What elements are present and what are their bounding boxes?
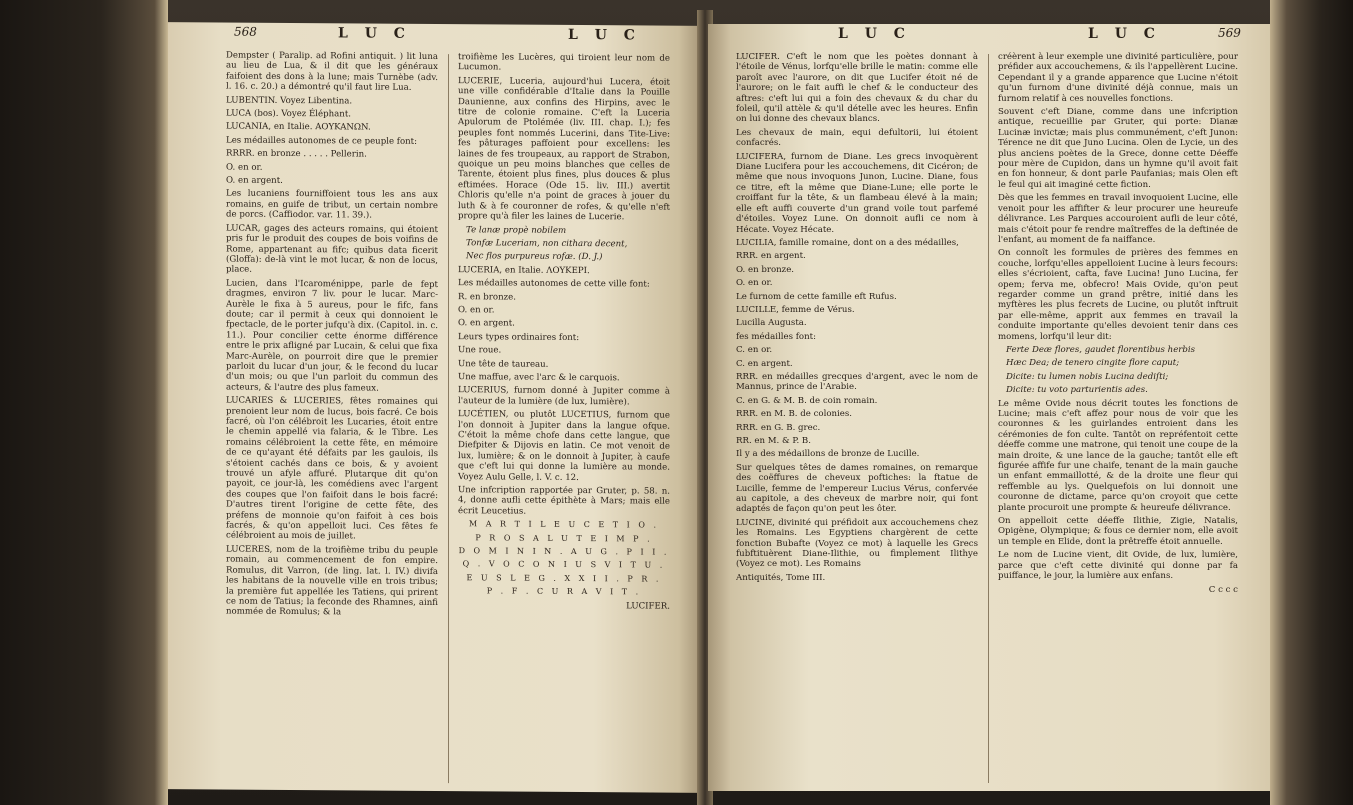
entry-luceria: LUCERIA, en Italie. ΛΟΥΚΕΡΙ. [458, 264, 590, 276]
rarity-line: O. en argent. [458, 318, 515, 329]
right-page-number: 569 [1218, 26, 1241, 40]
verse-line: Tonfæ Luceriam, non cithara decent, [466, 238, 628, 250]
right-column-2 [998, 52, 1238, 785]
entry-lucifera: LUCIFERA, furnom de Diane. Les grecs invoquèrent Diane Lucifera pour les accouchemens, dit Cicéron; de même que nous invoquons Junon, Lucine. Diane, fous ce titre, eft la même que Diane-Lune; elle porte le croiffant fur la tête, & un flambeau élevé à la main; elle eft auffi couverte d'un grand voile tout parfemé d'étoiles. Voyez Lune. On donnoit aufli ce nom à Hécate. Voyez Hécate. [736, 151, 978, 235]
entry-lucar: LUCAR, gages des acteurs romains, qui étoient pris fur le produit des coupes de bois voifins de Rome, appartenant au fifc; quibus data ficerit (Gloffa): de-là vint le mot lucar, & non de locus, place. [226, 223, 438, 276]
inscription-line: P . F . C U R A V I T . [486, 586, 642, 597]
text-block: Dempster ( Paralip. ad Rofini antiquit. ) lit luna au lieu de Lua, & il dit que les généraux faifoient des dons à la lune; mais Turnèbe (adv. l. 16. c. 20.) a démontré qu'il faut lire Lua. [226, 50, 438, 94]
rarity-line: C. en or. [736, 345, 773, 356]
left-page [168, 22, 700, 793]
catchword: LUCIFER. [626, 601, 670, 612]
column-rule [448, 54, 449, 783]
rarity-line: O. en or. [736, 278, 773, 289]
right-column-1 [736, 52, 978, 785]
column-rule [988, 54, 989, 783]
text-block: Les chevaux de main, equi defultorii, lui étoient confacrés. [736, 127, 978, 149]
type-line: Une roue. [458, 345, 502, 356]
left-heading-col1: L U C [338, 25, 411, 42]
right-page [708, 24, 1270, 791]
inscription-line: E U S L E G . X X I I . P R . [466, 573, 662, 584]
right-heading-col1: L U C [838, 26, 911, 42]
entry-lucine: LUCINE, divinité qui préfidoit aux accouchemens chez les Romains. Les Egyptiens chargèrent de cette fonction Bubafte (Voyez ce mot) à laquelle les Grecs fubftituèrent Diane-Ilithie, ou fimplement Ilithye (Voyez ce mot). Les Romains [736, 517, 978, 570]
rarity-line: RRRR. en bronze . . . . . Pellerin. [226, 148, 367, 160]
entry-lucerie: LUCERIE, Luceria, aujourd'hui Lucera, étoit une ville confidérable d'Italie dans la Pouille Daunienne, aux confins des Hirpins, avec le titre de colonie romaine. C'eft la Luceria Apulorum de Ptolémée (liv. III. chap. I.); fes peuples font nommés Lucerini, dans Tite-Live: fes pâturages paffoient pour excellens: les laines de fes troupeaux, au rapport de Strabon, quoique un peu moins blanches que celles de Tarente, étoient plus fines, plus douces & plus eftimées. Horace (Ode 15. liv. III.) avertit Chloris qu'elle n'a point de graces à jouer du luth & à fe couronner de rofes, & qu'elle n'eft propre qu'à filer les laines de Lucerie. [458, 75, 670, 223]
rarity-line: RRR. en G. B. grec. [736, 422, 821, 433]
right-running-head [708, 26, 1270, 48]
inscription-line: Q . V O C O N I U S V I T U . [462, 559, 666, 571]
left-heading-col2: L U C [568, 26, 641, 44]
text-block: Le nom de Lucine vient, dit Ovide, de lux, lumière, parce que c'eft cette divinité qui donne par fa puiffance, le jour, la lumière aux enfans. [998, 550, 1238, 582]
text-block: On appelloit cette déeffe Ilithie, Zigie, Natalis, Opigène, Olympique; & fous ce dernier nom, elle avoit un temple en Elide, dont la prêtreffe étoit annuelle. [998, 516, 1238, 547]
left-column-1 [226, 51, 438, 785]
text-block: Souvent c'eft Diane, comme dans une infcription antique, recueillie par Gruter, qui porte: Dianæ Lucinæ invictæ; mais plus communément, c'eft Junon: Térence ne dit que Juno Lucina. Olen de Lycie, un des plus anciens poètes de la Grece, donne cette Déeffe pour mère de Cupidon, dans un hymne qu'il avoit fait en fon honneur, & dont parle Paufanias; mais Olen eft le feul qui ait imaginé cette fiction. [998, 107, 1238, 190]
verse-line: Dicite: tu lumen nobis Lucina dediſti; [1006, 371, 1169, 382]
verse-line: Dicite: tu voto parturientis ades. [1006, 385, 1148, 396]
left-running-head [168, 24, 700, 50]
inscription-line: D O M I N I N . A U G . P I I . [458, 546, 670, 557]
entry-luceres: LUCERES, nom de la troifième tribu du peuple romain, au commencement de fon empire. Romulus, dit Varron, (de ling. lat. l. IV.) divifa les habitans de la nouvelle ville en trois tribus; la première fut appellée les Tatiens, qui prirent ce nom de Tatius; la feconde des Rhamnes, ainfi nommée de Romulus; & la [226, 544, 438, 618]
entry-lucifer: LUCIFER. C'eft le nom que les poètes donnant à l'étoile de Vénus, lorfqu'elle brille le matin: comme elle paroît avec l'aurore, on dit que Lucifer étoit né de l'aurore; on le fait auffi le chef & le conducteur des aftres: c'eft lui qui a foin des chevaux & du char du foleil, qu'il attèle & qu'il dételle avec les heures. Enfin on lui donne des chevaux blancs. [736, 52, 978, 125]
rarity-line: O. en or. [226, 162, 263, 173]
entry-lubentin: LUBENTIN. Voyez Libentina. [226, 95, 353, 107]
type-line: Une maffue, avec l'arc & le carquois. [458, 372, 620, 384]
text-block: Les médailles autonomes de cette ville font: [458, 278, 650, 290]
entry-lucania: LUCANIA, en Italie. AOYKANΩN. [226, 121, 371, 133]
signature-line: Antiquités, Tome III. [736, 572, 826, 583]
text-block: Le même Ovide nous décrit toutes les fonctions de Lucine; mais c'eft affez pour nous de voir que les couronnes & les guirlandes entroient dans les cérémonies de fon culte. Tantôt on repréfentoit cette déeffe comme une matrone, qui tenoit une coupe de la main droite, & une lance de la gauche; tantôt elle eft figurée affife fur une chaife, tenant de la main gauche un enfant emmaillotté, & de la droite une fleur qui reffemble au lys. Quelquefois on lui donnoit une couronne de dictame, parce qu'on croyoit que cette plante procuroit une prompte & heureufe délivrance. [998, 398, 1238, 513]
text-block: créèrent à leur exemple une divinité particulière, pour préfider aux accouchemens, & ils l'appellèrent Lucine. Cependant il y a grande apparence que Lucine n'étoit qu'un furnom d'une divinité déjà connue, mais un furnom relatif à ces nouvelles fonctions. [998, 52, 1238, 104]
text-block: Les lucaniens fourniffoient tous les ans aux romains, en guife de tribut, un certain nombre de porcs. (Caffiodor. var. 11. 39.). [226, 189, 438, 221]
text-block: fes médailles font: [736, 331, 816, 342]
text-block: Sur quelques têtes de dames romaines, on remarque des coëffures de cheveux poftiches: la ftatue de Lucille, femme de l'empereur Lucius Vérus, confervée au capitole, a des cheveux de marbre noir, qui font adaptés de façon qu'on peut les ôter. [736, 462, 978, 515]
left-column-2 [458, 52, 670, 786]
inscription-line: M A R T I L E U C E T I O . [469, 519, 659, 530]
rarity-line: R. en bronze. [458, 291, 516, 303]
rarity-line: RR. en M. & P. B. [736, 436, 811, 446]
rarity-line: RRR. en M. B. de colonies. [736, 409, 853, 420]
text-block: On connoît les formules de prières des femmes en couche, lorfqu'elles appelloient Lucine à leurs fecours: elles s'écrioient, cafta, fave Lucina! Juno Lucina, fer opem; ferva me, obfecro! Mais Ovide, qu'on peut regarder comme un grand prêtre, initié dans les myftères les plus fecrets de Lucine, ou plutôt inftruit par elle-même, apprit aux femmes en travail la conduite importante qu'elles devoient tenir dans ces momens, lorfqu'il leur dit: [998, 248, 1238, 342]
text-block: Une infcription rapportée par Gruter, p. 58. n. 4, donne aufli cette épithète à Mars; mais elle écrit Leucetius. [458, 485, 670, 517]
rarity-line: C. en G. & M. B. de coin romain. [736, 395, 878, 406]
rarity-line: RRR. en argent. [736, 251, 806, 262]
verse-line: Hæc Dea; de tenero cingite flore caput; [1006, 358, 1180, 369]
rarity-line: RRR. en médailles grecques d'argent, avec le nom de Mannus, prince de l'Arabie. [736, 371, 978, 393]
inscription-line: P R O S A L U T E I M P . [475, 532, 653, 544]
entry-lucille: LUCILLE, femme de Vérus. [736, 304, 855, 315]
verse-line: Ferte Deæ flores, gaudet florentibus herbis [1006, 344, 1196, 355]
rarity-line: C. en argent. [736, 358, 793, 369]
text-block: Les médailles autonomes de ce peuple font: [226, 135, 418, 147]
text-block: Il y a des médaillons de bronze de Lucille. [736, 449, 920, 460]
verse-line: Te lanæ propè nobilem [466, 224, 567, 236]
legend-line: Lucilla Augusta. [736, 318, 807, 329]
text-block: Dès que les femmes en travail invoquoient Lucine, elle venoit pour les affifter & leur procurer une heureufe délivrance. Les Parques accouroient aufli de leur côté, mais c'étoit pour fe rendre maîtreffes de la deftinée de l'enfant, au moment de fa naiffance. [998, 193, 1238, 245]
book-edge-left [0, 0, 168, 805]
book-edge-right [1270, 0, 1353, 805]
text-block: Lucien, dans l'Icaroménippe, parle de fept dragmes, environ 7 liv. pour le lucar. Marc-Aurèle le fixa à 5 aureus, pour le fifc, fans doute; car il permit à ceux qui donnoient le fpectacle, de le porter jufqu'à dix. (Capitol. in. c. 11.). Pour concilier cette énorme différence entre le prix afligné par Lucain, & celui que fixa Marc-Aurèle, on pourroit dire que le premier parloit du lucar d'un jour, & le fecond du lucar d'un mois; ou que l'un parloit du commun des acteurs, & l'autre des plus fameux. [226, 278, 438, 394]
text-block: troifième les Lucères, qui tiroient leur nom de Lucumon. [458, 52, 670, 73]
signature-mark: C c c c [1208, 584, 1238, 595]
entry-lucaries: LUCARIES & LUCERIES, fêtes romaines qui prenoient leur nom de lucus, bois facré. Ce bois facré, où l'on célébroit les Lucaries, étoit entre le chemin appellé via falaria, & le Tibre. Les romains célébroient la cette fête, en mémoire de ce qu'ayant été défaits par les gaulois, ils s'étoient cachés dans ce bois, & y avoient trouvé un afyle affuré. Plutarque dit qu'on payoit, ce jour-là, les comédiens avec l'argent des coupes que l'on faifoit dans le bois facré: D'autres tirent l'origine de cette fête, des préfens de monnoie qu'on faifoit à ces bois facrés, & qu'on appelloit luci. Ces fêtes fe célébroient au mois de juillet. [226, 395, 438, 542]
entry-lucilia: LUCILIA, famille romaine, dont on a des médailles, [736, 237, 959, 248]
text-block: Leurs types ordinaires font: [458, 331, 580, 343]
left-page-number: 568 [234, 24, 257, 39]
right-heading-col2: L U C [1088, 26, 1161, 42]
type-line: Une tête de taureau. [458, 358, 549, 370]
entry-luca: LUCA (bos). Voyez Éléphant. [226, 108, 352, 120]
entry-lucerius: LUCERIUS, furnom donné à Jupiter comme à l'auteur de la lumière (de lux, lumière). [458, 385, 670, 408]
entry-lucetien: LUCÉTIEN, ou plutôt LUCETIUS, furnom que l'on donnoit à Jupiter dans la langue ofque. C'étoit la même chofe dans cette langue, que Diefpiter & Dijovis en latin. Ce mot venoit de lux, lumière; & on le donnoit à Jupiter, à caufe que c'eft lui qui donne la lumière au monde. Voyez Aulu Gelle, l. V. c. 12. [458, 409, 670, 483]
rarity-line: O. en or. [458, 305, 495, 316]
text-block: Le furnom de cette famille eft Rufus. [736, 291, 897, 302]
rarity-line: O. en bronze. [736, 264, 795, 275]
verse-line: Nec flos purpureus rofæ. (D. J.) [466, 251, 603, 263]
rarity-line: O. en argent. [226, 175, 283, 187]
